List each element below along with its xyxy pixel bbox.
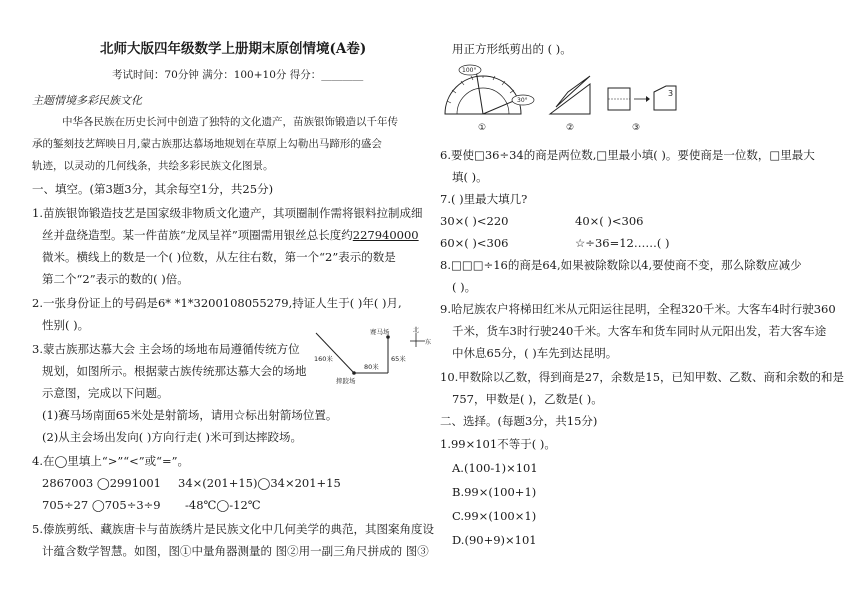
q7-ineq-3: 60×( )<306 [440,236,509,250]
q9-line-a: 9.哈尼族农户将梯田红米从元阳运往昆明，全程320千米。大客车4时行驶360 [440,302,836,316]
q7-prompt: 7.( )里最大填几? [440,192,528,206]
q6-line-b: 填( )。 [452,170,488,184]
section-2-heading: 二、选择。(每题3分，共15分) [440,414,598,428]
angle-figures [440,62,690,134]
q5-line-a: 5.傣族剪纸、藏族唐卡与苗族绣片是民族文化中几何美学的典范，其图案角度设 [32,522,434,536]
q1-text: 丝并盘绕造型。某一件苗族“龙凤呈祥”项圈需用银丝总长度约 [42,228,353,242]
q1-line-b [42,228,419,242]
map-label-wrestling-field: 摔跤场 [336,377,356,385]
q8-line-b: ( )。 [452,280,477,294]
section-1-heading: 一、填空。(第3题3分，其余每空1分，共25分) [32,182,274,196]
choice-option-b: B.99×(100+1) [452,485,537,499]
q3-part-1: (1)赛马场南面65米处是射箭场，请用☆标出射箭场位置。 [42,408,338,422]
theme-title: 主题情境多彩民族文化 [32,94,142,107]
q4-compare-4: -48℃◯-12℃ [185,498,261,512]
choice-q1-prompt: 1.99×101不等于( )。 [440,437,556,451]
q6-line-a: 6.要使□36÷34的商是两位数,□里最小填( )。要使商是一位数，□里最大 [440,148,815,162]
nadam-site-map [312,325,430,390]
q9-line-b: 千米，货车3时行驶240千米。大客车和货车同时从元阳出发，若大客车途 [452,324,827,338]
q4-prompt: 4.在◯里填上“>”“<”或“=”。 [32,454,190,468]
map-label-80m: 80米 [364,363,379,371]
q5-line-b: 计蕴含数学智慧。如图，图①中量角器测量的 图②用一副三角尺拼成的 图③ [42,544,429,558]
q7-ineq-2: 40×( )<306 [575,214,644,228]
cut-angle-label: 3 [668,89,674,98]
q4-compare-2: 34×(201+15)◯34×201+15 [178,476,341,490]
q9-line-c: 中休息65分，( )车先到达昆明。 [452,346,618,360]
q4-compare-1: 2867003 ◯2991001 [42,476,161,490]
q7-ineq-4: ☆÷36=12……( ) [575,236,670,250]
q3-line-c: 示意图，完成以下问题。 [42,386,169,400]
map-label-160m: 160米 [314,355,333,363]
q3-line-a: 3.蒙古族那达慕大会 主会场的场地布局遵循传统方位 [32,342,300,356]
q2-line-a: 2.一张身份证上的号码是6* *1*3200108055279,持证人生于( )年( )月, [32,296,402,310]
q1-line-a: 1.苗族银饰锻造技艺是国家级非物质文化遗产，其项圈制作需将银料拉制成细 [32,206,423,220]
figure-2-label: ② [566,123,575,133]
q3-part-2: (2)从主会场出发向( )方向行走( )米可到达摔跤场。 [42,430,303,444]
exam-info: 考试时间：70分钟 满分：100+10分 得分：________ [112,69,364,81]
q8-line-a: 8.□□□÷16的商是64,如果被除数除以4,要使商不变，那么除数应减少 [440,258,802,272]
protractor-figure [445,65,521,114]
square-cut-figure [608,86,676,110]
q10-line-b: 757，甲数是( )，乙数是( )。 [452,392,603,406]
choice-option-d: D.(90+9)×101 [452,533,537,547]
q7-ineq-1: 30×( )<220 [440,214,509,228]
q1-line-c: 微米。横线上的数是一个( )位数，从左往右数，第一个“2”表示的数是 [42,250,396,264]
q3-line-b: 规划，如图所示。根据蒙古族传统那达慕大会的场地 [42,364,307,378]
protractor-angle-label: 100° [462,67,477,74]
theme-intro-line-1: 中华各民族在历史长河中创造了独特的文化遗产，苗族银饰锻造以千年传 [62,116,398,128]
q10-line-a: 10.甲数除以乙数，得到商是27，余数是15，已知甲数、乙数、商和余数的和是 [440,370,845,384]
page-title: 北师大版四年级数学上册期末原创情境(A卷) [100,41,367,57]
q5-line-c: 用正方形纸剪出的 ( )。 [452,42,572,56]
choice-option-a: A.(100-1)×101 [452,461,538,475]
q4-compare-3: 705÷27 ◯705÷3÷9 [42,498,161,512]
theme-intro-line-3: 轨迹，以灵动的几何线条，共绘多彩民族文化图景。 [32,160,274,172]
triangle-rulers-figure [512,76,590,114]
figure-3-label: ③ [632,123,641,133]
choice-option-c: C.99×(100×1) [452,509,537,523]
triangle-angle-label: 30° [517,97,528,104]
map-label-65m: 65米 [391,355,406,363]
figure-1-label: ① [478,123,487,133]
map-north-label: 北 [413,327,420,334]
map-label-horse-field: 赛马场 [370,328,390,336]
q2-line-b: 性别( )。 [42,318,90,332]
theme-intro-line-2: 承的錾刻技艺辉映日月,蒙古族那达慕场地规划在草原上勾勒出马蹄形的盛会 [32,138,382,150]
q1-line-d: 第二个“2”表示的数的( )倍。 [42,272,189,286]
map-east-label: 东 [425,339,432,346]
q1-number: 227940000 [352,228,419,242]
